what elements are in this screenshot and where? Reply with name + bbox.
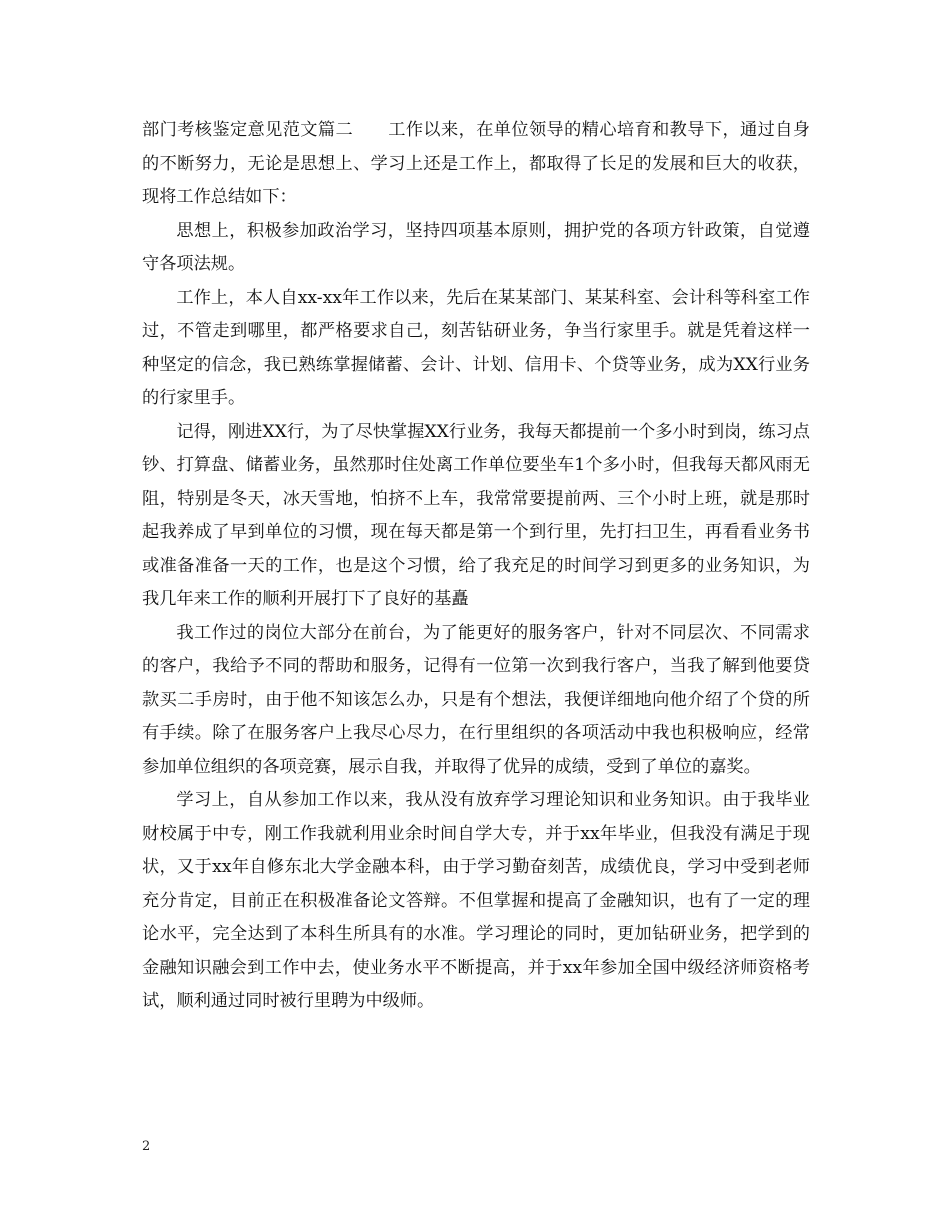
paragraph-work: 工作上，本人自xx-xx年工作以来，先后在某某部门、某某科室、会计科等科室工作过，不管走到哪里，都严格要求自己，刻苦钻研业务，争当行家里手。就是凭着这样一种坚定的信念，我已熟练掌握储蓄、会计、计划、信用卡、个贷等业务，成为XX行业务的行家里手。: [142, 287, 810, 408]
paragraph-memory: 记得，刚进XX行，为了尽快掌握XX行业务，我每天都提前一个多小时到岗，练习点钞、打算盘、储蓄业务，虽然那时住处离工作单位要坐车1个多小时，但我每天都风雨无阻，特别是冬天，冰天雪地，怕挤不上车，我常常要提前两、三个小时上班，就是那时起我养成了早到单位的习惯，现在每天都是第一个到行里，先打扫卫生，再看看业务书或准备准备一天的工作，也是这个习惯，给了我充足的时间学习到更多的业务知识，为我几年来工作的顺利开展打下了良好的基矗: [142, 421, 810, 609]
document-body: [142, 114, 810, 1019]
paragraph-study: 学习上，自从参加工作以来，我从没有放弃学习理论知识和业务知识。由于我毕业财校属于中专，刚工作我就利用业余时间自学大专，并于xx年毕业，但我没有满足于现状，又于xx年自修东北大学金融本科，由于学习勤奋刻苦，成绩优良，学习中受到老师充分肯定，目前正在积极准备论文答辩。不但掌握和提高了金融知识，也有了一定的理论水平，完全达到了本科生所具有的水准。学习理论的同时，更加钻研业务，把学到的金融知识融会到工作中去，使业务水平不断提高，并于xx年参加全国中级经济师资格考试，顺利通过同时被行里聘为中级师。: [142, 790, 810, 1011]
paragraph-thought: 思想上，积极参加政治学习，坚持四项基本原则，拥护党的各项方针政策，自觉遵守各项法规。: [142, 220, 810, 274]
paragraph-service: 我工作过的岗位大部分在前台，为了能更好的服务客户，针对不同层次、不同需求的客户，我给予不同的帮助和服务，记得有一位第一次到我行客户，当我了解到他要贷款买二手房时，由于他不知该怎么办，只是有个想法，我便详细地向他介绍了个贷的所有手续。除了在服务客户上我尽心尽力，在行里组织的各项活动中我也积极响应，经常参加单位组织的各项竞赛，展示自我，并取得了优异的成绩，受到了单位的嘉奖。: [142, 622, 810, 777]
paragraph-intro: 部门考核鉴定意见范文篇二 工作以来，在单位领导的精心培育和教导下，通过自身的不断努力，无论是思想上、学习上还是工作上，都取得了长足的发展和巨大的收获，现将工作总结如下：: [142, 120, 810, 207]
page-number: 2: [142, 1139, 151, 1154]
